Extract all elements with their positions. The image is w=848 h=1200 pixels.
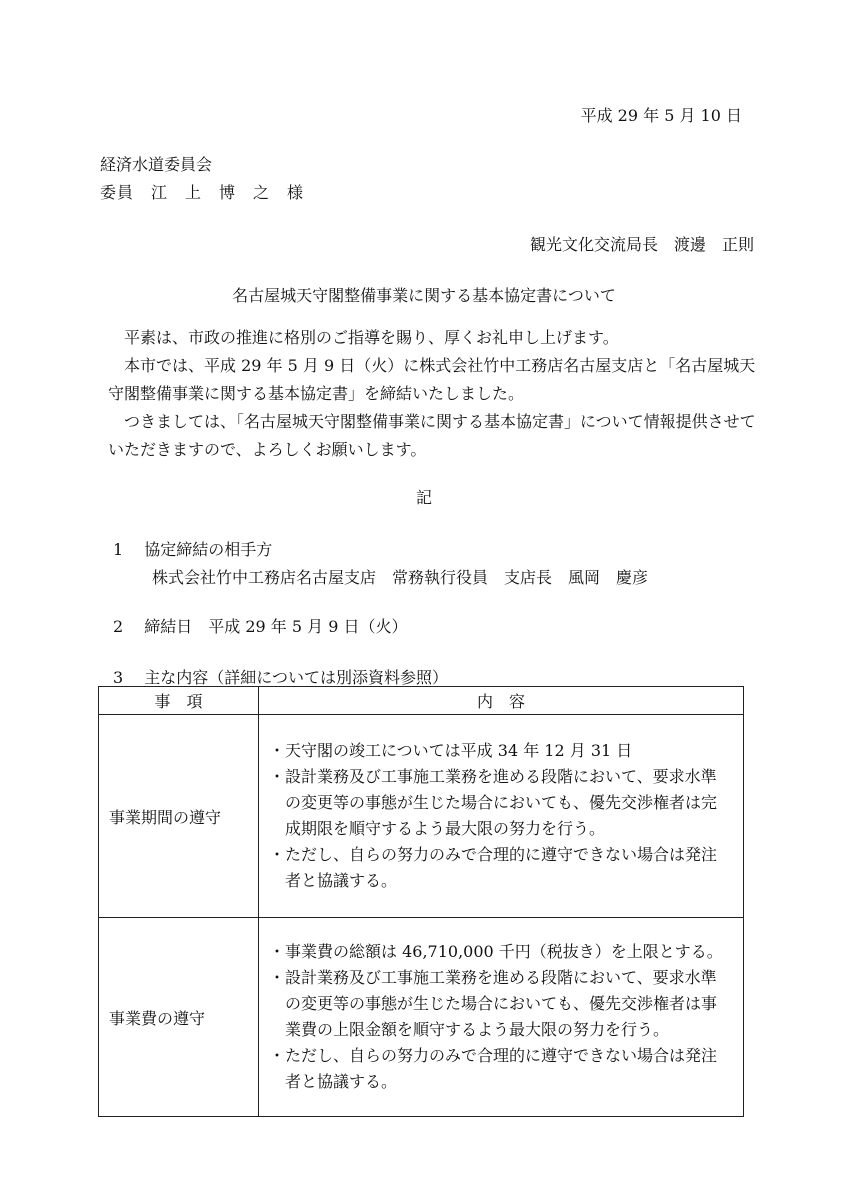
- bullet-item: ・ 天守閣の竣工については平成 34 年 12 月 31 日: [269, 738, 727, 764]
- table-header-content: 内 容: [259, 687, 744, 715]
- table-row: [99, 715, 744, 918]
- table-row-content: [259, 918, 744, 1117]
- paragraph-greeting: 平素は、市政の推進に格別のご指導を賜り、厚くお礼申し上げます。: [124, 328, 619, 347]
- bullet-item: ・ ただし、自らの努力のみで合理的に遵守できない場合は発注者と協議する。: [269, 1043, 727, 1095]
- paragraph-agreement: 本市では、平成 29 年 5 月 9 日（火）に株式会社竹中工務店名古屋支店と「名古屋城天守閣整備事業に関する基本協定書」を締結いたしました。: [108, 356, 756, 403]
- paragraph-information: つきましては、「名古屋城天守閣整備事業に関する基本協定書」について情報提供させていただきますので、よろしくお願いします。: [108, 412, 756, 459]
- table-header-row: [99, 687, 744, 715]
- recipient-name: 委員 江 上 博 之 様: [100, 183, 305, 202]
- bullet-item: ・ 設計業務及び工事施工業務を進める段階において、要求水準の変更等の事態が生じた場合においても、優先交渉権者は事業費の上限金額を順守するよう最大限の努力を行う。: [269, 965, 727, 1043]
- sender-name: 観光文化交流局長 渡邊 正則: [529, 235, 754, 254]
- section-2-signing-date: 2 締結日 平成 29 年 5 月 9 日（火）: [113, 617, 408, 636]
- table-row-item: 事業期間の遵守: [99, 715, 259, 918]
- section-3-heading: 3 主な内容（詳細については別添資料参照）: [113, 668, 448, 687]
- bullet-item: ・ 事業費の総額は 46,710,000 千円（税抜き）を上限とする。: [269, 939, 727, 965]
- table-row-item: 事業費の遵守: [99, 918, 259, 1117]
- bullet-item: ・ ただし、自らの努力のみで合理的に遵守できない場合は発注者と協議する。: [269, 842, 727, 894]
- bullet-list: [269, 738, 727, 894]
- main-content-table: [98, 686, 744, 1117]
- document-date: 平成 29 年 5 月 10 日: [580, 106, 742, 125]
- table-row: [99, 918, 744, 1117]
- document-title: 名古屋城天守閣整備事業に関する基本協定書について: [232, 286, 616, 305]
- table-row-content: [259, 715, 744, 918]
- table-header-item: 事 項: [99, 687, 259, 715]
- section-1-heading: 1 協定締結の相手方: [113, 540, 273, 559]
- bullet-list: [269, 939, 727, 1095]
- ki-heading: 記: [415, 488, 432, 507]
- bullet-item: ・ 設計業務及び工事施工業務を進める段階において、要求水準の変更等の事態が生じた場合においても、優先交渉権者は完成期限を順守するよう最大限の努力を行う。: [269, 764, 727, 842]
- section-1-counterparty: 株式会社竹中工務店名古屋支店 常務執行役員 支店長 風岡 慶彦: [152, 568, 649, 587]
- recipient-committee: 経済水道委員会: [100, 155, 213, 174]
